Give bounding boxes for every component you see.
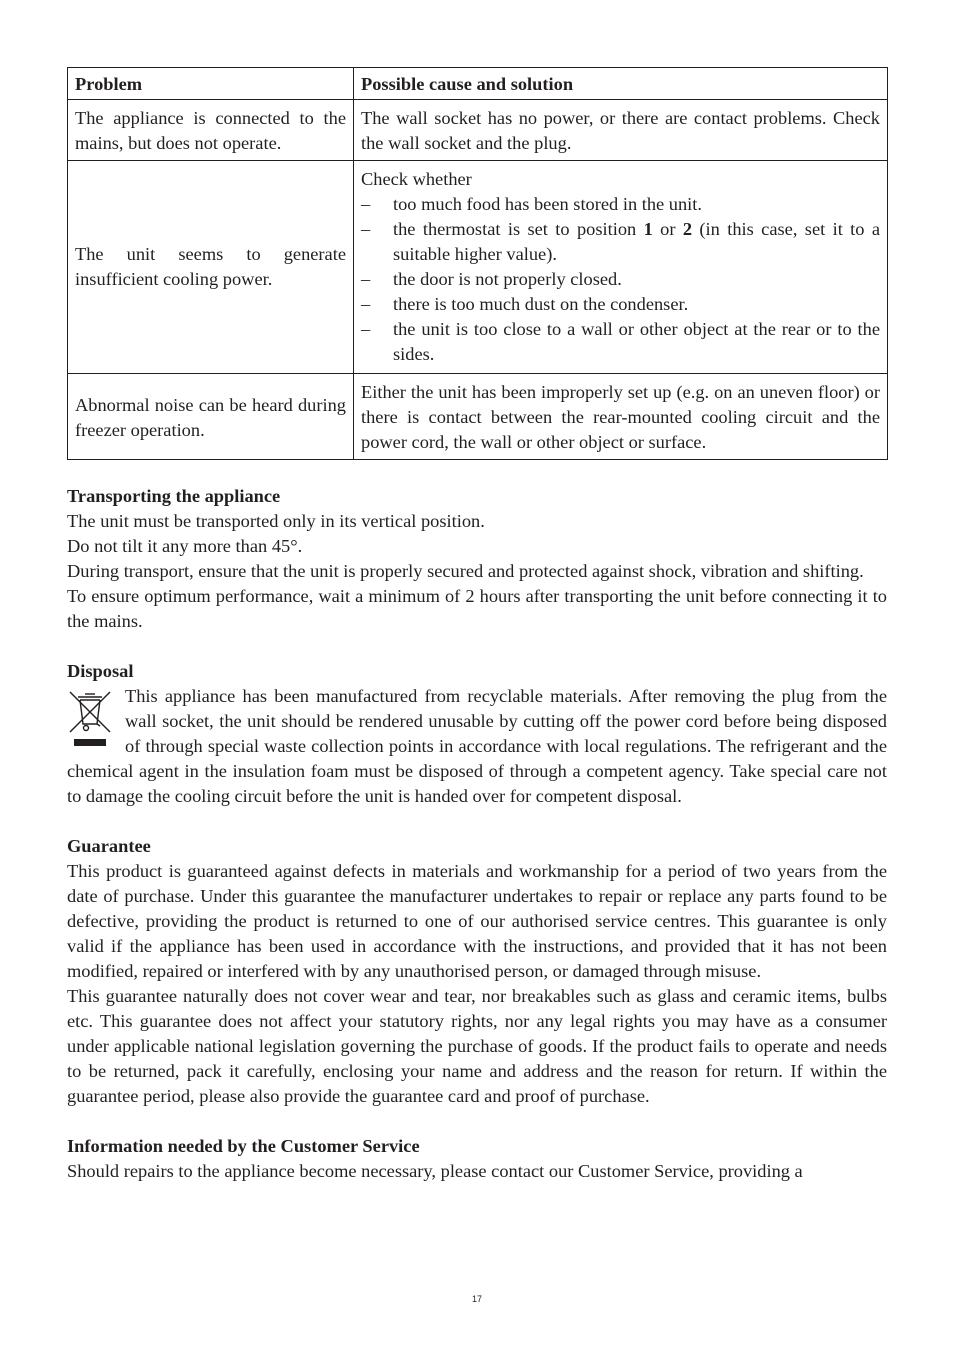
disposal-section — [67, 659, 887, 809]
crossed-out-wheelie-bin-icon — [67, 688, 113, 756]
customer-service-section — [67, 1134, 887, 1184]
table-row — [68, 100, 888, 161]
solution-cell: The wall socket has no power, or there are contact problems. Check the wall socket and the plug. — [354, 100, 888, 161]
problem-cell: The unit seems to generate insufficient cooling power. — [68, 161, 354, 374]
table-header-row — [68, 68, 888, 100]
paragraph: This appliance has been manufactured from recyclable materials. After removing the plug from the wall socket, the unit should be rendered unusable by cutting off the power cord before being disposed of through special waste collection points in accordance with local regulations. The refrigerant and the chemical agent in the insulation foam must be disposed of through a competent agency. Take special care not to damage the cooling circuit before the unit is handed over for competent disposal. — [67, 686, 887, 806]
position-value: 2 — [682, 219, 693, 239]
list-item: – the unit is too close to a wall or other object at the rear or to the sides. — [361, 317, 880, 367]
table-row — [68, 374, 888, 460]
list-item: – too much food has been stored in the unit. — [361, 192, 880, 217]
section-heading: Guarantee — [67, 836, 151, 856]
table-row — [68, 161, 888, 374]
troubleshooting-table — [67, 67, 888, 460]
column-header-problem: Problem — [68, 68, 354, 100]
transport-section — [67, 484, 887, 634]
paragraph: Do not tilt it any more than 45°. — [67, 536, 303, 556]
problem-cell: The appliance is connected to the mains, but does not operate. — [68, 100, 354, 161]
list-item: – the door is not properly closed. — [361, 267, 880, 292]
paragraph: To ensure optimum performance, wait a minimum of 2 hours after transporting the unit before connecting it to the mains. — [67, 586, 887, 631]
solution-cell: Either the unit has been improperly set up (e.g. on an uneven floor) or there is contact between the rear-mounted cooling circuit and the power cord, the wall or other object or surface. — [354, 374, 888, 460]
section-heading: Disposal — [67, 661, 134, 681]
section-heading: Information needed by the Customer Service — [67, 1136, 420, 1156]
section-heading: Transporting the appliance — [67, 486, 281, 506]
paragraph: During transport, ensure that the unit is properly secured and protected against shock, vibration and shifting. — [67, 561, 864, 581]
page-content — [67, 67, 887, 1184]
list-item: – there is too much dust on the condenser. — [361, 292, 880, 317]
paragraph: This product is guaranteed against defects in materials and workmanship for a period of two years from the date of purchase. Under this guarantee the manufacturer undertakes to repair or replace any parts found to be defective, providing the product is returned to one of our authorised service centres. This guarantee is only valid if the appliance has been used in accordance with the instructions, and provided that it has not been modified, repaired or interfered with by any unauthorised person, or damaged through misuse. — [67, 861, 887, 981]
paragraph: This guarantee naturally does not cover wear and tear, nor breakables such as glass and ceramic items, bulbs etc. This guarantee does not affect your statutory rights, nor any legal rights you may have as a consumer under applicable national legislation governing the purchase of goods. If the product fails to operate and needs to be returned, pack it carefully, enclosing your name and address and the reason for return. If within the guarantee period, please also provide the guarantee card and proof of purchase. — [67, 986, 887, 1106]
list-item: – the thermostat is set to position 1 or 2 (in this case, set it to a suitable higher value). — [361, 217, 880, 267]
paragraph: The unit must be transported only in its vertical position. — [67, 511, 485, 531]
check-list — [361, 192, 880, 367]
check-intro: Check whether — [361, 169, 472, 189]
guarantee-section — [67, 834, 887, 1109]
column-header-solution: Possible cause and solution — [354, 68, 888, 100]
solution-cell — [354, 161, 888, 374]
page-number: 17 — [471, 1294, 482, 1304]
problem-cell: Abnormal noise can be heard during freezer operation. — [68, 374, 354, 460]
position-value: 1 — [643, 219, 653, 239]
paragraph: Should repairs to the appliance become necessary, please contact our Customer Service, providing a — [67, 1161, 803, 1181]
